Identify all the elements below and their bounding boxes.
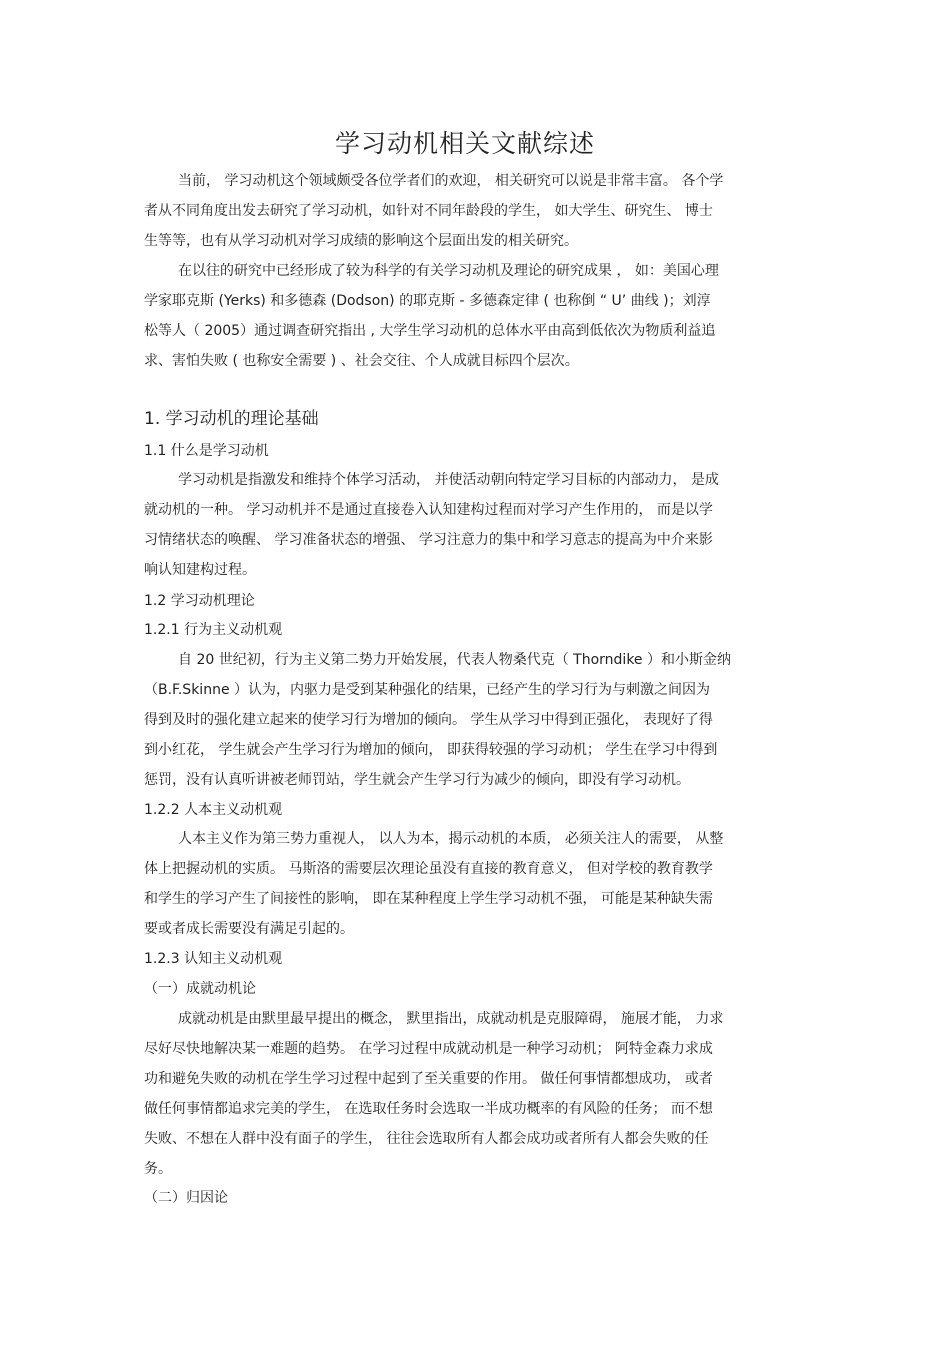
- list-heading: （二）归因论: [144, 1190, 228, 1206]
- paragraph-line: 就动机的一种。 学习动机并不是通过直接卷入认知建构过程而对学习产生作用的， 而是以学: [144, 502, 713, 518]
- subsubsection-heading: 1.2.1 行为主义动机观: [144, 622, 283, 638]
- paragraph-line: 松等人（ 2005）通过调查研究指出 , 大学生学习动机的总体水平由高到低依次为物质利益追: [144, 323, 716, 339]
- paragraph-line: 要或者成长需要没有满足引起的。: [144, 921, 354, 937]
- subsection-heading: 1.2 学习动机理论: [144, 593, 255, 609]
- document-title: 学习动机相关文献综述: [334, 129, 595, 158]
- paragraph-line: 学习动机是指激发和维持个体学习活动， 并使活动朝向特定学习目标的内部动力， 是成: [178, 472, 719, 488]
- paragraph-line: 者从不同角度出发去研究了学习动机，如针对不同年龄段的学生， 如大学生、研究生、 博士: [144, 203, 713, 219]
- paragraph-line: 生等等，也有从学习动机对学习成绩的影响这个层面出发的相关研究。: [144, 233, 578, 249]
- paragraph-line: 到小红花， 学生就会产生学习行为增加的倾向， 即获得较强的学习动机； 学生在学习中得到: [144, 742, 718, 758]
- paragraph-line: 习情绪状态的唤醒、 学习准备状态的增强、 学习注意力的集中和学习意志的提高为中介来影: [144, 532, 713, 548]
- paragraph-line: 做任何事情都追求完美的学生， 在选取任务时会选取一半成功概率的有风险的任务； 而不想: [144, 1101, 713, 1117]
- paragraph-line: 和学生的学习产生了间接性的影响， 即在某种程度上学生学习动机不强， 可能是某种缺失需: [144, 891, 713, 907]
- paragraph-line: 当前， 学习动机这个领域颇受各位学者们的欢迎， 相关研究可以说是非常丰富。 各个学: [178, 173, 724, 189]
- paragraph-line: 失败、不想在人群中没有面子的学生， 往往会选取所有人都会成功或者所有人都会失败的任: [144, 1131, 709, 1147]
- paragraph-line: 功和避免失败的动机在学生学习过程中起到了至关重要的作用。 做任何事情都想成功， 或者: [144, 1071, 713, 1087]
- subsubsection-heading: 1.2.2 人本主义动机观: [144, 802, 283, 818]
- paragraph-line: 响认知建构过程。: [144, 562, 256, 578]
- paragraph-line: 尽好尽快地解决某一难题的趋势。 在学习过程中成就动机是一种学习动机； 阿特金森力求成: [144, 1041, 713, 1057]
- paragraph-line: 求、害怕失败 ( 也称安全需要 ) 、社会交往、个人成就目标四个层次。: [144, 353, 579, 369]
- paragraph-line: 务。: [144, 1161, 172, 1177]
- paragraph-line: （B.F.Skinne ）认为，内驱力是受到某种强化的结果，已经产生的学习行为与刺激之间因为: [144, 682, 710, 698]
- paragraph-line: 体上把握动机的实质。 马斯洛的需要层次理论虽没有直接的教育意义， 但对学校的教育教学: [144, 861, 713, 877]
- paragraph-line: 人本主义作为第三势力重视人， 以人为本，揭示动机的本质， 必须关注人的需要， 从整: [178, 831, 724, 847]
- subsubsection-heading: 1.2.3 认知主义动机观: [144, 951, 283, 967]
- paragraph-line: 学家耶克斯 (Yerks) 和多德森 (Dodson) 的耶克斯 - 多德森定律 ( 也称倒 “ U’ 曲线 )；刘淳: [144, 293, 711, 309]
- paragraph-line: 自 20 世纪初，行为主义第二势力开始发展，代表人物桑代克（ Thorndike ）和小斯金纳: [178, 652, 731, 668]
- paragraph-line: 惩罚，没有认真听讲被老师罚站，学生就会产生学习行为减少的倾向，即没有学习动机。: [144, 772, 690, 788]
- section-heading: 1. 学习动机的理论基础: [144, 409, 319, 429]
- subsection-heading: 1.1 什么是学习动机: [144, 443, 269, 459]
- paragraph-line: 在以往的研究中已经形成了较为科学的有关学习动机及理论的研究成果 ， 如：美国心理: [178, 263, 719, 279]
- paragraph-line: 成就动机是由默里最早提出的概念， 默里指出，成就动机是克服障碍， 施展才能， 力求: [178, 1011, 724, 1027]
- paragraph-line: 得到及时的强化建立起来的使学习行为增加的倾向。 学生从学习中得到正强化， 表现好了得: [144, 712, 713, 728]
- list-heading: （一）成就动机论: [144, 981, 256, 997]
